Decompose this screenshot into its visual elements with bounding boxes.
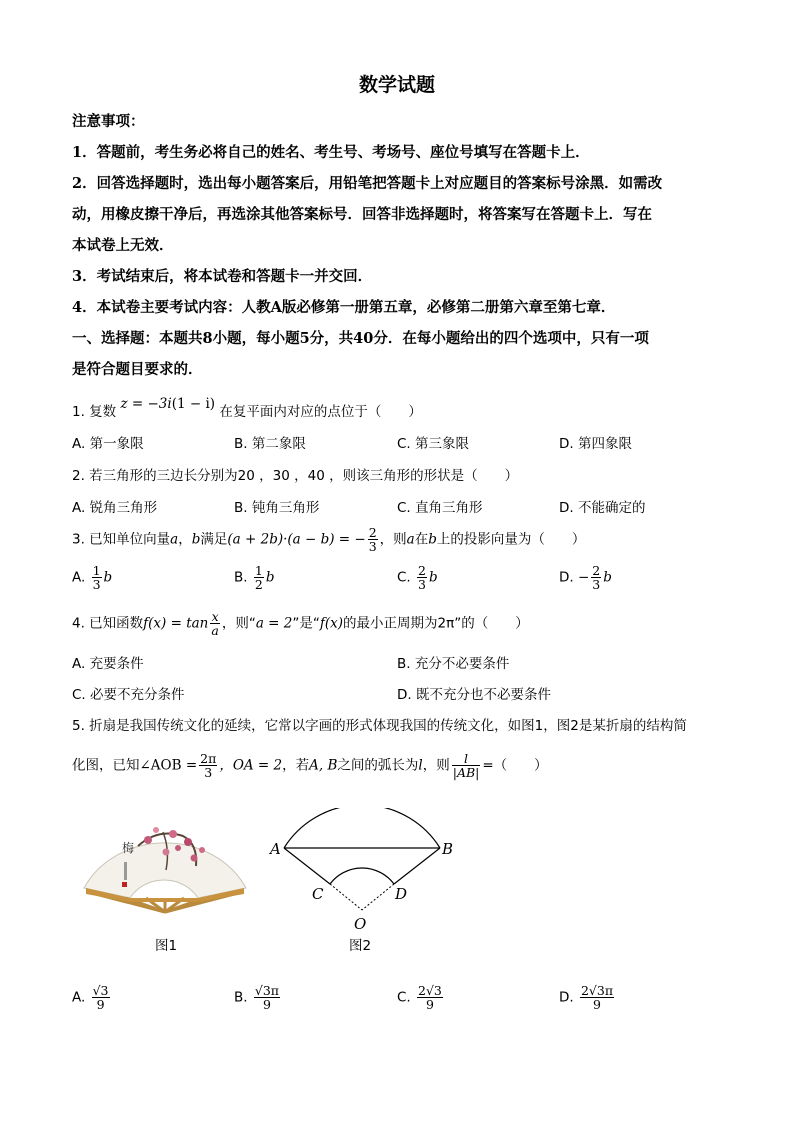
q1-post: 在复平面内对应的点位于（ ） — [219, 404, 422, 420]
q3-vector-a: a — [170, 531, 179, 548]
figure-2-diagram — [262, 808, 462, 936]
label-d: D — [395, 885, 408, 903]
q3-expr: (a + 2b)·(a − b) = − — [227, 531, 366, 548]
q1-option-d: D. 第四象限 — [559, 436, 632, 452]
q1-option-b: B. 第二象限 — [234, 436, 306, 452]
q5-ab: A, B — [309, 757, 338, 774]
segment-co — [330, 884, 362, 910]
q5-ratio-num: l — [464, 751, 469, 766]
q3-option-c — [397, 564, 438, 591]
notice-item-3: 3．考试结束后，将本试卷和答题卡一并交回． — [72, 268, 373, 285]
q3-post2: 在 — [414, 531, 429, 548]
q5-option-b-label: B. — [234, 989, 248, 1006]
fan-calligraphy: 梅 — [122, 841, 135, 855]
q5-angle-den: 3 — [199, 765, 217, 779]
segment-bd — [394, 848, 440, 884]
q5-pre: 化图，已知 — [72, 757, 140, 774]
q3-option-c-num: 2 — [418, 563, 426, 578]
q4-frac-num: x — [211, 609, 219, 624]
question-5-line2 — [72, 752, 548, 779]
q3-option-d-num: 2 — [592, 563, 601, 578]
label-a: A — [270, 840, 281, 858]
label-c: C — [312, 885, 324, 903]
q5-option-b — [234, 984, 282, 1011]
q3-option-d — [559, 564, 612, 591]
q1-option-a: A. 第一象限 — [72, 436, 144, 452]
q3-fraction — [368, 526, 378, 553]
q3-option-d-sign: − — [577, 569, 590, 586]
label-o: O — [354, 915, 367, 933]
question-4-stem — [72, 610, 529, 637]
q5-option-c-num: 2√3 — [418, 983, 442, 998]
q3-option-d-den: 3 — [592, 577, 601, 592]
fan-seal — [122, 882, 127, 887]
q4-mid2: ”是“ — [292, 615, 320, 632]
q5-option-b-fraction — [254, 984, 280, 1011]
q4-cond: a = 2 — [255, 615, 293, 632]
q2-option-c: C. 直角三角形 — [397, 500, 483, 516]
q3-option-b-label: B. — [234, 569, 248, 586]
segment-do — [362, 884, 394, 910]
inner-arc-cd — [330, 868, 394, 884]
outer-arc-ab — [284, 808, 440, 848]
notice-heading: 注意事项： — [72, 113, 145, 130]
q5-option-b-num: √3π — [254, 983, 279, 998]
q3-option-d-vector: b — [603, 569, 612, 586]
q4-fx2: f(x) — [319, 615, 344, 632]
q5-option-d-label: D. — [559, 989, 574, 1006]
segment-ac — [284, 848, 330, 884]
q5-option-c-label: C. — [397, 989, 411, 1006]
q3-post1: ，则 — [379, 531, 407, 548]
q5-option-d-den: 9 — [580, 997, 614, 1011]
q3-option-b-fraction — [254, 564, 264, 591]
q3-option-a-vector: b — [103, 569, 113, 586]
q1-paren: (1 − i) — [171, 396, 216, 412]
figure-1-caption: 图1 — [155, 938, 178, 954]
q5-option-a-num: √3 — [92, 983, 109, 998]
q3-frac-den: 3 — [368, 539, 377, 554]
question-5-line1: 5. 折扇是我国传统文化的延续，它常以字画的形式体现我国的传统文化，如图1，图2是某折扇的结构简 — [72, 718, 687, 734]
q5-option-c — [397, 984, 445, 1011]
q2-option-d: D. 不能确定的 — [559, 500, 646, 516]
q3-vector-a-2: a — [406, 531, 415, 548]
notice-item-1: 1．答题前，考生务必将自己的姓名、考生号、考场号、座位号填写在答题卡上． — [72, 144, 590, 161]
q3-post3: 上的投影向量为（ ） — [436, 531, 586, 548]
q1-option-c: C. 第三象限 — [397, 436, 470, 452]
q3-comma: ， — [178, 531, 192, 548]
q3-option-b-vector: b — [265, 569, 275, 586]
q3-mid: 满足 — [200, 531, 228, 548]
section-heading: 一、选择题：本题共8小题，每小题5分，共40分．在每小题给出的四个选项中，只有一项 — [72, 330, 649, 347]
q5-option-d-num: 2√3π — [580, 983, 614, 998]
figure-2-caption: 图2 — [349, 938, 372, 954]
notice-item-2-end: 本试卷上无效． — [72, 237, 174, 254]
q5-option-a-fraction — [92, 984, 110, 1011]
q5-oa: ，OA = 2 — [219, 757, 283, 774]
q3-option-a-num: 1 — [92, 563, 101, 578]
q5-option-c-fraction — [417, 984, 443, 1011]
q1-z: z = −3i — [120, 396, 172, 412]
q4-mid1: ，则“ — [221, 615, 256, 632]
q3-option-c-den: 3 — [418, 577, 426, 592]
q5-l: l — [418, 757, 423, 774]
q3-option-d-label: D. — [559, 569, 574, 586]
q5-ratio-den: |AB| — [452, 765, 480, 780]
q3-frac-num: 2 — [368, 525, 377, 540]
q5-post: =（ ） — [482, 757, 548, 774]
notice-item-2-cont: 动，用橡皮擦干净后，再选涂其他答案标号．回答非选择题时，将答案写在答题卡上．写在 — [72, 206, 652, 223]
q3-option-a-den: 3 — [92, 577, 101, 592]
page-title: 数学试题 — [358, 74, 435, 96]
q3-option-a-label: A. — [72, 569, 86, 586]
q3-option-b-num: 1 — [254, 563, 263, 578]
fan-inscription — [124, 862, 127, 880]
q5-option-d — [559, 984, 616, 1011]
q3-option-b — [234, 564, 274, 591]
q5-angle-fraction — [199, 752, 217, 779]
q4-fx: f(x) = tan — [143, 615, 209, 632]
q4-fraction — [210, 610, 219, 637]
q4-option-b: B. 充分不必要条件 — [397, 656, 510, 672]
q3-option-c-vector: b — [428, 569, 438, 586]
q3-option-d-fraction — [591, 564, 601, 591]
q3-option-a — [72, 564, 112, 591]
q3-option-b-den: 2 — [254, 577, 263, 592]
q5-then: ，则 — [422, 757, 450, 774]
q5-option-a-label: A. — [72, 989, 86, 1006]
q5-option-c-den: 9 — [417, 997, 443, 1011]
q4-frac-den: a — [211, 623, 219, 638]
q3-option-a-fraction — [92, 564, 102, 591]
question-2-stem: 2. 若三角形的三边长分别为20 ，30 ，40 ，则该三角形的形状是（ ） — [72, 468, 519, 484]
q5-option-b-den: 9 — [254, 997, 280, 1011]
q2-option-b: B. 钝角三角形 — [234, 500, 320, 516]
q3-vector-b: b — [191, 531, 201, 548]
q2-option-a: A. 锐角三角形 — [72, 500, 158, 516]
question-3-stem — [72, 526, 585, 553]
question-1-stem — [72, 396, 422, 420]
section-heading-cont: 是符合题目要求的． — [72, 361, 203, 378]
notice-item-4: 4．本试卷主要考试内容：人教A版必修第一册第五章，必修第二册第六章至第七章． — [72, 299, 616, 316]
q4-option-d: D. 既不充分也不必要条件 — [397, 687, 551, 703]
label-b: B — [442, 840, 454, 858]
q5-angle: ∠AOB = — [139, 757, 198, 774]
figure-1-fan — [78, 808, 253, 916]
q5-option-a-den: 9 — [92, 997, 110, 1011]
q5-ratio-fraction — [452, 752, 481, 779]
notice-item-2: 2．回答选择题时，选出每小题答案后，用铅笔把答题卡上对应题目的答案标号涂黑．如需改 — [72, 175, 663, 192]
q4-option-a: A. 充要条件 — [72, 656, 144, 672]
q5-option-a — [72, 984, 112, 1011]
q5-mid2: 之间的弧长为 — [337, 757, 419, 774]
q4-post: 的最小正周期为2π”的（ ） — [343, 615, 529, 632]
q3-option-c-label: C. — [397, 569, 411, 586]
q4-option-c: C. 必要不充分条件 — [72, 687, 185, 703]
q1-pre: 1. 复数 — [72, 404, 117, 420]
q4-pre: 4. 已知函数 — [72, 615, 144, 632]
q3-option-c-fraction — [417, 564, 427, 591]
q3-vector-b-2: b — [428, 531, 437, 548]
q3-pre: 3. 已知单位向量 — [72, 531, 171, 548]
q5-option-d-fraction — [580, 984, 614, 1011]
q5-angle-num: 2π — [200, 751, 217, 766]
q5-mid: ，若 — [282, 757, 310, 774]
